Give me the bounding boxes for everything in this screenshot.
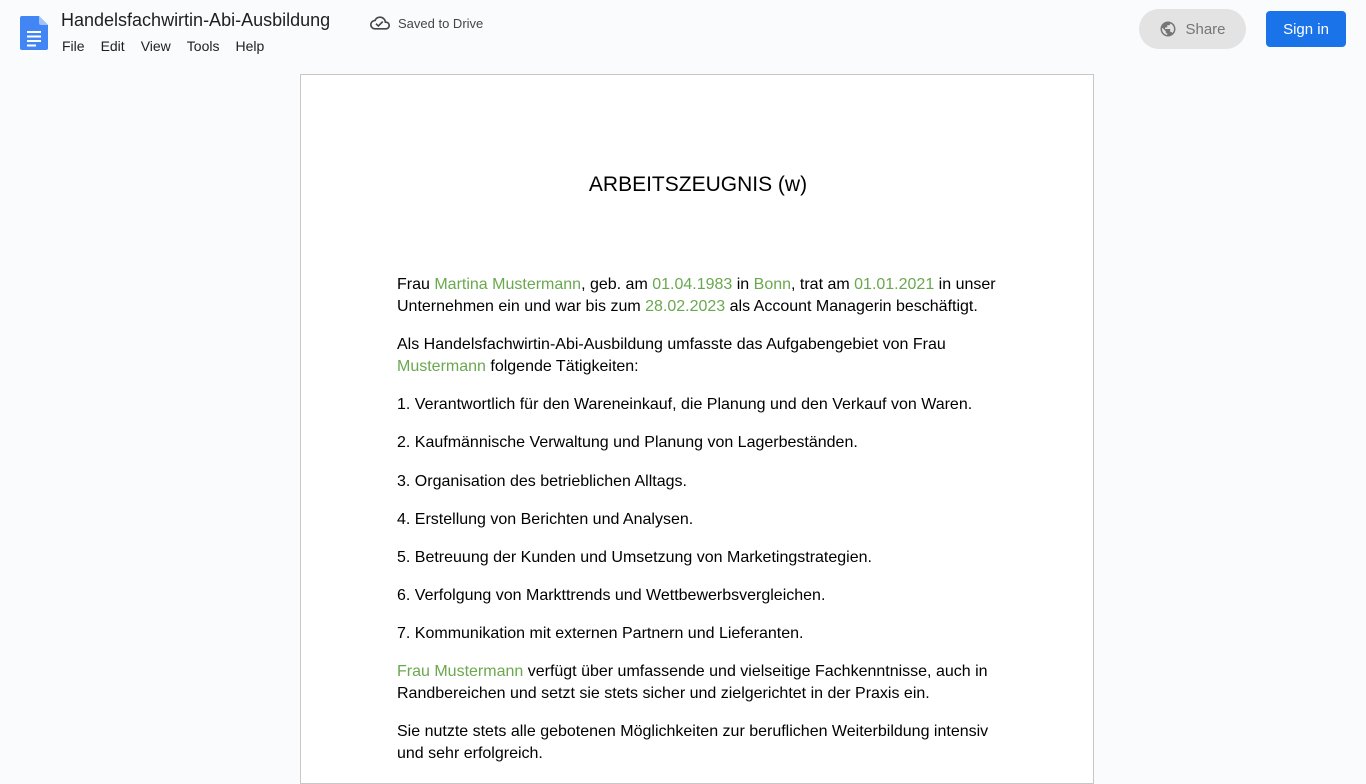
scope-text: Als Handelsfachwirtin-Abi-Ausbildung umfasste das Aufgabengebiet von Frau	[397, 336, 946, 353]
end-date: 28.02.2023	[645, 298, 726, 315]
menu-help[interactable]: Help	[235, 38, 265, 54]
menu-edit[interactable]: Edit	[100, 38, 125, 54]
intro-text: , geb. am	[581, 276, 653, 293]
document-title[interactable]: Handelsfachwirtin-Abi-Ausbildung	[61, 10, 331, 30]
intro-paragraph	[397, 274, 999, 318]
task-item: 7. Kommunikation mit externen Partnern und Lieferanten.	[397, 625, 804, 642]
menu-view[interactable]: View	[140, 38, 171, 54]
save-status-label: Saved to Drive	[398, 15, 484, 31]
task-item: 1. Verantwortlich für den Wareneinkauf, die Planung und den Verkauf von Waren.	[397, 396, 973, 413]
globe-icon	[1159, 20, 1177, 38]
share-button[interactable]	[1139, 9, 1246, 49]
employee-surname: Mustermann	[397, 358, 486, 375]
task-item: 2. Kaufmännische Verwaltung und Planung von Lagerbeständen.	[397, 434, 858, 451]
intro-text: in	[732, 276, 754, 293]
menu-tools[interactable]: Tools	[186, 38, 220, 54]
document-heading: ARBEITSZEUGNIS (w)	[588, 173, 808, 196]
scope-paragraph	[397, 334, 999, 378]
top-bar	[0, 0, 1366, 64]
menu-bar	[54, 36, 272, 56]
scope-text: folgende Tätigkeiten:	[485, 358, 639, 375]
birth-date: 01.04.1983	[652, 276, 733, 293]
intro-text: als Account Managerin beschäftigt.	[725, 298, 978, 315]
cloud-done-icon	[370, 13, 390, 33]
save-status[interactable]	[370, 13, 483, 33]
sign-in-button[interactable]: Sign in	[1266, 11, 1346, 47]
task-item: 5. Betreuung der Kunden und Umsetzung von Marketingstrategien.	[397, 549, 872, 566]
task-item: 3. Organisation des betrieblichen Alltags.	[397, 473, 687, 490]
intro-text: , trat am	[791, 276, 855, 293]
task-item: 6. Verfolgung von Markttrends und Wettbewerbsvergleichen.	[397, 587, 826, 604]
knowledge-paragraph	[397, 661, 999, 705]
menu-file[interactable]: File	[62, 38, 85, 54]
employee-name: Martina Mustermann	[434, 276, 582, 293]
task-item: 4. Erstellung von Berichten und Analysen.	[397, 511, 694, 528]
birth-city: Bonn	[753, 276, 792, 293]
start-date: 01.01.2021	[854, 276, 935, 293]
training-paragraph: Sie nutzte stets alle gebotenen Möglichkeiten zur beruflichen Weiterbildung intensiv und sehr erfolgreich.	[397, 723, 989, 762]
share-label: Share	[1185, 20, 1226, 38]
document-page[interactable]	[300, 74, 1094, 784]
knowledge-text: verfügt über umfassende und vielseitige Fachkenntnisse, auch in Randbereichen und setzt sie stets sicher und zielgerichtet in der Praxis ein.	[397, 663, 988, 702]
intro-text: in unser Unternehmen ein und war bis zum	[397, 276, 996, 315]
intro-text: Frau	[397, 276, 435, 293]
employee-reference: Frau Mustermann	[397, 663, 524, 680]
google-docs-icon[interactable]	[20, 16, 48, 50]
